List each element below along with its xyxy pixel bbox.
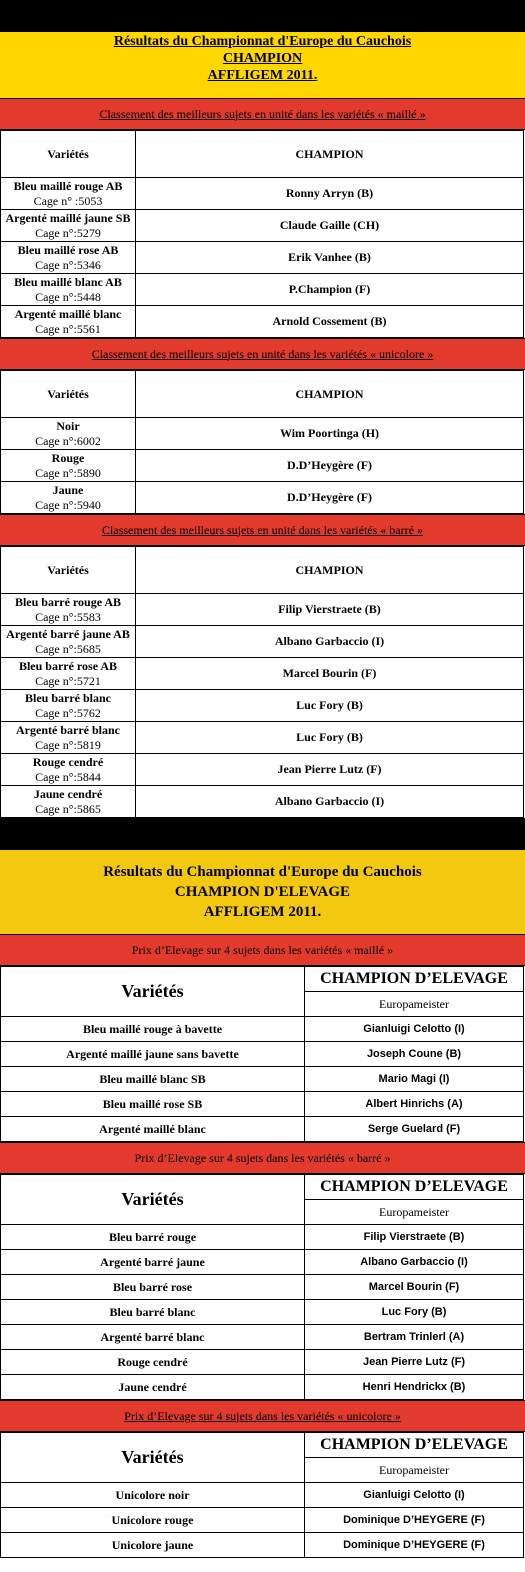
section1-title-banner xyxy=(0,32,525,98)
table-row xyxy=(1,1325,524,1350)
variety-name: Bleu barré rouge AB xyxy=(14,594,122,609)
table-row xyxy=(1,1067,524,1092)
variety-name: Bleu barré rouge xyxy=(1,1225,305,1250)
section1-title-line3: AFFLIGEM 2011. xyxy=(207,68,318,83)
table-row xyxy=(1,1483,524,1508)
table-row xyxy=(1,242,524,274)
cage-number: Cage n°:5865 xyxy=(35,801,101,816)
table-row xyxy=(1,306,524,338)
table-row xyxy=(1,1375,524,1400)
table-row xyxy=(1,482,524,514)
champion-name: Jean Pierre Lutz (F) xyxy=(305,1350,524,1375)
header-champion-elevage: CHAMPION D’ELEVAGE xyxy=(305,1433,524,1458)
header-champion-elevage: CHAMPION D’ELEVAGE xyxy=(305,1175,524,1200)
cage-number: Cage n°:5279 xyxy=(35,225,101,240)
table-row xyxy=(1,658,524,690)
table-row xyxy=(1,1300,524,1325)
champion-name: P.Champion (F) xyxy=(136,274,524,306)
cage-number: Cage n°:5762 xyxy=(35,705,101,720)
table-row xyxy=(1,1117,524,1142)
champion-name: Wim Poortinga (H) xyxy=(136,418,524,450)
variety-name: Bleu maillé blanc AB xyxy=(14,274,122,289)
section1-title-line2: CHAMPION xyxy=(222,51,303,66)
section1-group-heading-maille: Classement des meilleurs sujets en unité dans les variétés « maillé » xyxy=(0,98,525,130)
section2-table-barre xyxy=(0,1174,524,1400)
champion-name: Filip Vierstraete (B) xyxy=(136,594,524,626)
champion-name: Albert Hinrichs (A) xyxy=(305,1092,524,1117)
variety-name: Argenté maillé jaune sans bavette xyxy=(1,1042,305,1067)
variety-name: Bleu maillé rouge à bavette xyxy=(1,1017,305,1042)
variety-name: Bleu barré blanc xyxy=(1,1300,305,1325)
section2-title-line3: AFFLIGEM 2011. xyxy=(203,904,322,920)
champion-name: Jean Pierre Lutz (F) xyxy=(136,754,524,786)
table-row xyxy=(1,690,524,722)
section1-group-heading-unicolore: Classement des meilleurs sujets en unité dans les variétés « unicolore » xyxy=(0,338,525,370)
champion-name: Albano Garbaccio (I) xyxy=(136,786,524,818)
header-champion: CHAMPION xyxy=(136,371,524,418)
cage-number: Cage n°:5940 xyxy=(35,497,101,512)
header-europameister: Europameister xyxy=(305,992,524,1017)
variety-name: Rouge cendré xyxy=(32,754,104,769)
champion-name: Joseph Coune (B) xyxy=(305,1042,524,1067)
header-champion: CHAMPION xyxy=(136,547,524,594)
table-row xyxy=(1,626,524,658)
table-row xyxy=(1,1092,524,1117)
variety-name: Jaune cendré xyxy=(33,786,103,801)
table-header-row xyxy=(1,371,524,418)
table-header-row xyxy=(1,547,524,594)
table-row xyxy=(1,786,524,818)
header-varietes: Variétés xyxy=(1,371,136,418)
section2-title-banner xyxy=(0,850,525,934)
table-header-row xyxy=(1,1433,524,1458)
champion-name: Ronny Arryn (B) xyxy=(136,178,524,210)
variety-name: Bleu maillé rose SB xyxy=(1,1092,305,1117)
section2-title-line2: CHAMPION D'ELEVAGE xyxy=(174,884,351,900)
champion-name: Dominique D’HEYGERE (F) xyxy=(305,1508,524,1533)
variety-name: Bleu barré rose AB xyxy=(18,658,118,673)
table-row xyxy=(1,1042,524,1067)
header-varietes: Variétés xyxy=(1,547,136,594)
champion-name: Marcel Bourin (F) xyxy=(305,1275,524,1300)
section1-table-barre xyxy=(0,546,524,818)
variety-name: Bleu maillé rose AB xyxy=(17,242,119,257)
table-row xyxy=(1,1250,524,1275)
variety-name: Unicolore jaune xyxy=(1,1533,305,1558)
cage-number: Cage n°:5819 xyxy=(35,737,101,752)
champion-name: Bertram Trinlerl (A) xyxy=(305,1325,524,1350)
champion-name: Filip Vierstraete (B) xyxy=(305,1225,524,1250)
section2-group-heading-unicolore: Prix d’Elevage sur 4 sujets dans les variétés « unicolore » xyxy=(0,1400,525,1432)
header-varietes: Variétés xyxy=(1,967,305,1017)
champion-name: Claude Gaille (CH) xyxy=(136,210,524,242)
variety-name: Bleu barré blanc xyxy=(25,690,111,705)
champion-name: D.D’Heygère (F) xyxy=(136,450,524,482)
table-row xyxy=(1,722,524,754)
champion-name: Mario Magi (I) xyxy=(305,1067,524,1092)
section2-table-maille xyxy=(0,966,524,1142)
variety-name: Argenté barré blanc xyxy=(1,1325,305,1350)
variety-name: Jaune xyxy=(52,482,84,497)
top-black-bar xyxy=(0,0,525,32)
cage-number: Cage n°:6002 xyxy=(35,433,101,448)
cage-number: Cage n° :5053 xyxy=(33,193,103,208)
variety-name: Rouge cendré xyxy=(1,1350,305,1375)
variety-name: Bleu maillé blanc SB xyxy=(1,1067,305,1092)
champion-name: Arnold Cossement (B) xyxy=(136,306,524,338)
table-row xyxy=(1,1225,524,1250)
champion-name: Luc Fory (B) xyxy=(136,690,524,722)
header-varietes: Variétés xyxy=(1,1433,305,1483)
section2-group-heading-barre: Prix d’Elevage sur 4 sujets dans les variétés « barré » xyxy=(0,1142,525,1174)
champion-name: Gianluigi Celotto (I) xyxy=(305,1017,524,1042)
table-row xyxy=(1,178,524,210)
section1-table-unicolore xyxy=(0,370,524,514)
variety-name: Argenté maillé jaune SB xyxy=(5,210,131,225)
variety-name: Jaune cendré xyxy=(1,1375,305,1400)
table-row xyxy=(1,274,524,306)
section2-table-unicolore xyxy=(0,1432,524,1558)
table-row xyxy=(1,594,524,626)
cage-number: Cage n°:5890 xyxy=(35,465,101,480)
table-row xyxy=(1,1350,524,1375)
cage-number: Cage n°:5583 xyxy=(35,609,101,624)
variety-name: Rouge xyxy=(51,450,85,465)
cage-number: Cage n°:5448 xyxy=(35,289,101,304)
champion-name: Dominique D’HEYGERE (F) xyxy=(305,1533,524,1558)
champion-name: Albano Garbaccio (I) xyxy=(305,1250,524,1275)
table-header-row xyxy=(1,1175,524,1200)
section1-title-line1: Résultats du Championnat d'Europe du Cauchois xyxy=(113,34,412,49)
header-europameister: Europameister xyxy=(305,1200,524,1225)
champion-name: Henri Hendrickx (B) xyxy=(305,1375,524,1400)
table-row xyxy=(1,450,524,482)
section2-title-line1: Résultats du Championnat d'Europe du Cauchois xyxy=(103,864,422,880)
champion-name: Serge Guelard (F) xyxy=(305,1117,524,1142)
variety-name: Unicolore rouge xyxy=(1,1508,305,1533)
header-varietes: Variétés xyxy=(1,131,136,178)
variety-name: Unicolore noir xyxy=(1,1483,305,1508)
section1-group-heading-barre: Classement des meilleurs sujets en unité dans les variétés « barré » xyxy=(0,514,525,546)
header-varietes: Variétés xyxy=(1,1175,305,1225)
section2-group-heading-maille: Prix d’Elevage sur 4 sujets dans les variétés « maillé » xyxy=(0,934,525,966)
table-header-row xyxy=(1,967,524,992)
table-row xyxy=(1,1533,524,1558)
variety-name: Argenté barré jaune xyxy=(1,1250,305,1275)
cage-number: Cage n°:5721 xyxy=(35,673,101,688)
champion-name: Albano Garbaccio (I) xyxy=(136,626,524,658)
section1-table-maille xyxy=(0,130,524,338)
cage-number: Cage n°:5844 xyxy=(35,769,101,784)
table-row xyxy=(1,418,524,450)
cage-number: Cage n°:5561 xyxy=(35,321,101,336)
champion-name: Luc Fory (B) xyxy=(305,1300,524,1325)
variety-name: Argenté maillé blanc xyxy=(14,306,122,321)
champion-name: Gianluigi Celotto (I) xyxy=(305,1483,524,1508)
variety-name: Noir xyxy=(56,418,80,433)
table-header-row xyxy=(1,131,524,178)
variety-name: Argenté maillé blanc xyxy=(1,1117,305,1142)
table-row xyxy=(1,1017,524,1042)
variety-name: Bleu maillé rouge AB xyxy=(13,178,123,193)
champion-name: Marcel Bourin (F) xyxy=(136,658,524,690)
cage-number: Cage n°:5346 xyxy=(35,257,101,272)
champion-name: Erik Vanhee (B) xyxy=(136,242,524,274)
header-champion-elevage: CHAMPION D’ELEVAGE xyxy=(305,967,524,992)
table-row xyxy=(1,1508,524,1533)
champion-name: D.D’Heygère (F) xyxy=(136,482,524,514)
table-row xyxy=(1,210,524,242)
variety-name: Argenté barré blanc xyxy=(16,722,120,737)
table-row xyxy=(1,754,524,786)
header-champion: CHAMPION xyxy=(136,131,524,178)
table-row xyxy=(1,1275,524,1300)
variety-name: Argenté barré jaune AB xyxy=(6,626,130,641)
cage-number: Cage n°:5685 xyxy=(35,641,101,656)
middle-black-bar xyxy=(0,818,525,850)
header-europameister: Europameister xyxy=(305,1458,524,1483)
variety-name: Bleu barré rose xyxy=(1,1275,305,1300)
champion-name: Luc Fory (B) xyxy=(136,722,524,754)
